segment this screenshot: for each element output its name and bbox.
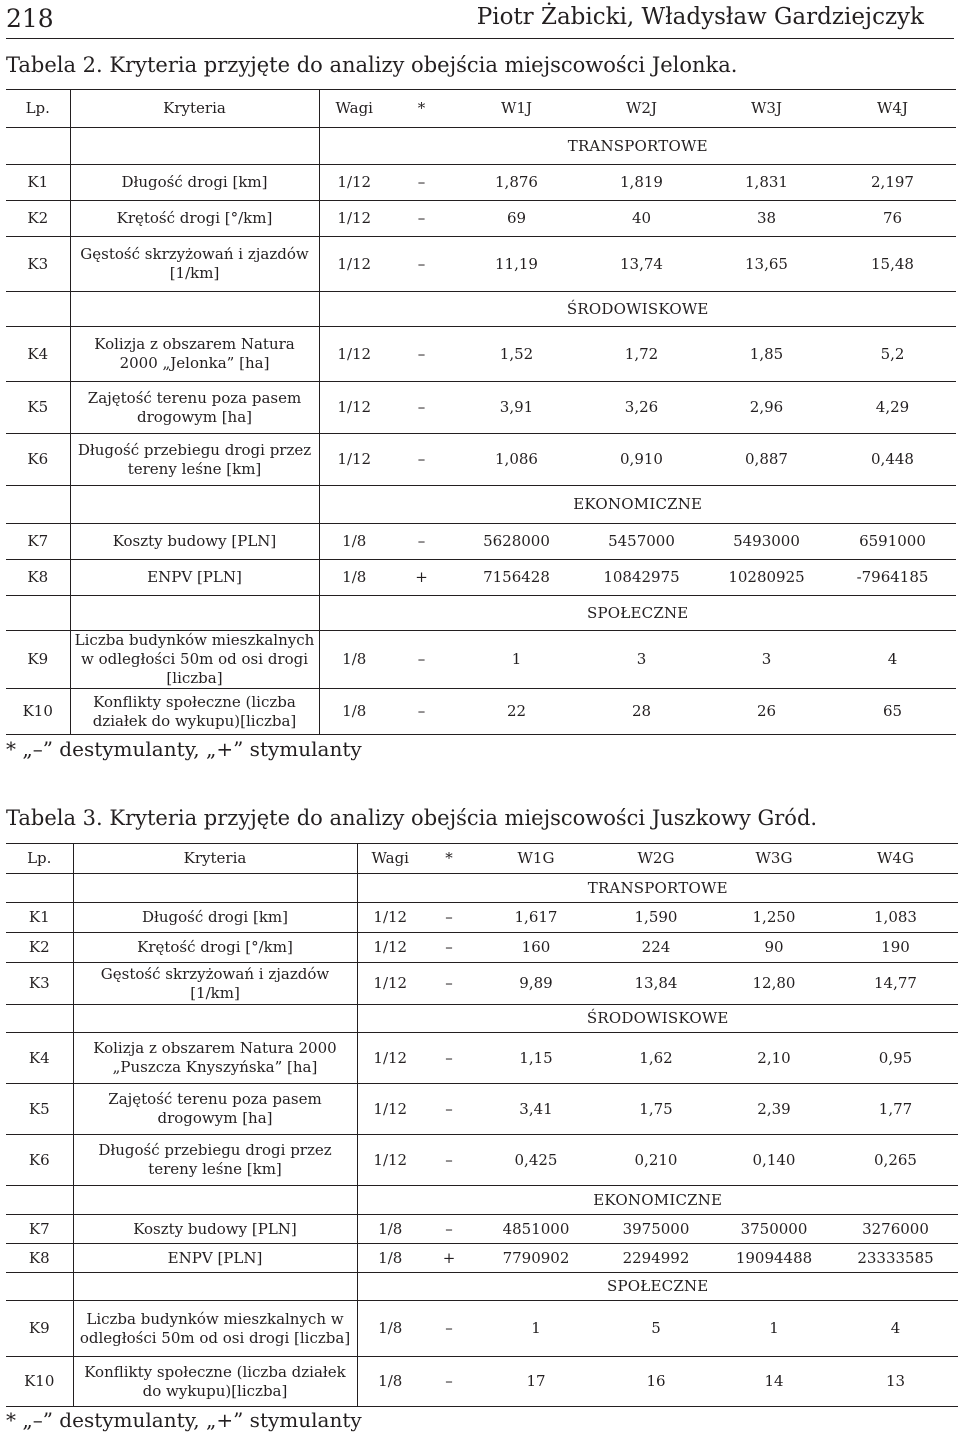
row-value: 1,85 xyxy=(704,327,829,382)
row-value: 1,52 xyxy=(454,327,579,382)
col-header-lp: Lp. xyxy=(6,90,70,128)
row-value: 22 xyxy=(454,689,579,735)
row-type: – xyxy=(423,1135,475,1186)
row-id: K4 xyxy=(6,327,70,382)
category-row xyxy=(6,128,956,165)
category-environment: ŚRODOWISKOWE xyxy=(357,1005,958,1033)
row-value: 1,77 xyxy=(833,1084,958,1135)
row-id: K10 xyxy=(6,1357,73,1407)
row-value: 90 xyxy=(715,933,833,963)
row-weight: 1/8 xyxy=(357,1244,423,1273)
table-row xyxy=(6,1033,958,1084)
row-id: K5 xyxy=(6,382,70,434)
row-value: 2,10 xyxy=(715,1033,833,1084)
row-id: K1 xyxy=(6,903,73,933)
row-weight: 1/12 xyxy=(357,1084,423,1135)
row-value: 1 xyxy=(715,1301,833,1357)
row-value: 0,910 xyxy=(579,434,704,486)
row-criterion: ENPV [PLN] xyxy=(70,560,319,596)
col-header-w3j: W3J xyxy=(704,90,829,128)
row-value: 40 xyxy=(579,201,704,237)
table-row xyxy=(6,237,956,292)
row-id: K2 xyxy=(6,933,73,963)
category-row xyxy=(6,486,956,524)
row-id: K2 xyxy=(6,201,70,237)
col-header-type: * xyxy=(389,90,454,128)
table-row xyxy=(6,903,958,933)
row-id: K10 xyxy=(6,689,70,735)
row-value: 10280925 xyxy=(704,560,829,596)
row-value: -7964185 xyxy=(829,560,956,596)
col-header-w2j: W2J xyxy=(579,90,704,128)
running-head-authors: Piotr Żabicki, Władysław Gardziejczyk xyxy=(476,4,924,30)
row-value: 5628000 xyxy=(454,524,579,560)
row-value: 4,29 xyxy=(829,382,956,434)
row-value: 15,48 xyxy=(829,237,956,292)
row-value: 28 xyxy=(579,689,704,735)
row-criterion: Długość przebiegu drogi przez tereny leśne [km] xyxy=(70,434,319,486)
row-value: 190 xyxy=(833,933,958,963)
category-row xyxy=(6,1005,958,1033)
table-row xyxy=(6,1215,958,1244)
row-value: 3975000 xyxy=(597,1215,715,1244)
col-header-wagi: Wagi xyxy=(357,844,423,874)
row-value: 23333585 xyxy=(833,1244,958,1273)
table3-footnote: * „–” destymulanty, „+” stymulanty xyxy=(6,1408,362,1432)
row-type: – xyxy=(423,1301,475,1357)
row-id: K7 xyxy=(6,1215,73,1244)
row-id: K8 xyxy=(6,1244,73,1273)
table3 xyxy=(6,843,958,1407)
row-value: 2,39 xyxy=(715,1084,833,1135)
table3-caption: Tabela 3. Kryteria przyjęte do analizy obejścia miejscowości Juszkowy Gród. xyxy=(6,806,818,830)
row-weight: 1/8 xyxy=(319,560,389,596)
row-value: 0,448 xyxy=(829,434,956,486)
row-type: – xyxy=(389,689,454,735)
col-header-w3g: W3G xyxy=(715,844,833,874)
row-value: 7156428 xyxy=(454,560,579,596)
row-weight: 1/8 xyxy=(319,524,389,560)
row-weight: 1/12 xyxy=(319,165,389,201)
row-value: 2294992 xyxy=(597,1244,715,1273)
row-value: 13,65 xyxy=(704,237,829,292)
row-criterion: Krętość drogi [°/km] xyxy=(70,201,319,237)
row-value: 12,80 xyxy=(715,963,833,1005)
col-header-w2g: W2G xyxy=(597,844,715,874)
category-row xyxy=(6,874,958,903)
row-value: 3,41 xyxy=(475,1084,597,1135)
table-row xyxy=(6,963,958,1005)
col-header-w4g: W4G xyxy=(833,844,958,874)
table-row xyxy=(6,1244,958,1273)
row-weight: 1/12 xyxy=(357,1135,423,1186)
row-type: + xyxy=(389,560,454,596)
row-value: 17 xyxy=(475,1357,597,1407)
row-criterion: Długość przebiegu drogi przez tereny leśne [km] xyxy=(73,1135,357,1186)
row-value: 19094488 xyxy=(715,1244,833,1273)
row-weight: 1/8 xyxy=(319,689,389,735)
col-header-type: * xyxy=(423,844,475,874)
row-weight: 1/12 xyxy=(357,963,423,1005)
row-value: 10842975 xyxy=(579,560,704,596)
row-criterion: Kolizja z obszarem Natura 2000 „Jelonka” [ha] xyxy=(70,327,319,382)
row-weight: 1/8 xyxy=(357,1301,423,1357)
row-value: 1,819 xyxy=(579,165,704,201)
row-id: K8 xyxy=(6,560,70,596)
row-value: 9,89 xyxy=(475,963,597,1005)
row-criterion: Zajętość terenu poza pasem drogowym [ha] xyxy=(70,382,319,434)
page-number: 218 xyxy=(6,4,54,33)
row-criterion: Zajętość terenu poza pasem drogowym [ha] xyxy=(73,1084,357,1135)
row-weight: 1/12 xyxy=(357,903,423,933)
row-id: K4 xyxy=(6,1033,73,1084)
row-id: K6 xyxy=(6,1135,73,1186)
row-value: 1,590 xyxy=(597,903,715,933)
row-criterion: Koszty budowy [PLN] xyxy=(73,1215,357,1244)
row-value: 3276000 xyxy=(833,1215,958,1244)
row-value: 1,083 xyxy=(833,903,958,933)
row-type: – xyxy=(423,963,475,1005)
table-row xyxy=(6,689,956,735)
row-value: 1,831 xyxy=(704,165,829,201)
row-criterion: Konflikty społeczne (liczba działek do wykupu)[liczba] xyxy=(70,689,319,735)
row-criterion: Liczba budynków mieszkalnych w odległości 50m od osi drogi [liczba] xyxy=(73,1301,357,1357)
table2 xyxy=(6,89,956,735)
row-type: – xyxy=(423,1215,475,1244)
row-type: + xyxy=(423,1244,475,1273)
row-criterion: Kolizja z obszarem Natura 2000 „Puszcza Knyszyńska” [ha] xyxy=(73,1033,357,1084)
table-row xyxy=(6,434,956,486)
row-value: 16 xyxy=(597,1357,715,1407)
table-row xyxy=(6,933,958,963)
row-weight: 1/12 xyxy=(357,933,423,963)
table-row xyxy=(6,327,956,382)
row-value: 3,26 xyxy=(579,382,704,434)
row-id: K7 xyxy=(6,524,70,560)
row-value: 1,62 xyxy=(597,1033,715,1084)
category-row xyxy=(6,1186,958,1215)
row-type: – xyxy=(423,1084,475,1135)
header-rule xyxy=(6,38,954,39)
row-value: 5,2 xyxy=(829,327,956,382)
row-value: 6591000 xyxy=(829,524,956,560)
table-row xyxy=(6,631,956,689)
category-transport: TRANSPORTOWE xyxy=(587,878,728,897)
row-value: 76 xyxy=(829,201,956,237)
row-value: 1,876 xyxy=(454,165,579,201)
row-type: – xyxy=(389,165,454,201)
table-row xyxy=(6,201,956,237)
row-value: 1,72 xyxy=(579,327,704,382)
row-value: 13,84 xyxy=(597,963,715,1005)
row-id: K5 xyxy=(6,1084,73,1135)
row-value: 14,77 xyxy=(833,963,958,1005)
table-row xyxy=(6,524,956,560)
row-value: 3 xyxy=(579,631,704,689)
row-value: 0,95 xyxy=(833,1033,958,1084)
row-value: 26 xyxy=(704,689,829,735)
row-type: – xyxy=(423,1033,475,1084)
row-value: 5457000 xyxy=(579,524,704,560)
row-value: 4851000 xyxy=(475,1215,597,1244)
row-type: – xyxy=(389,327,454,382)
row-value: 0,210 xyxy=(597,1135,715,1186)
table2-caption: Tabela 2. Kryteria przyjęte do analizy obejścia miejscowości Jelonka. xyxy=(6,53,738,77)
row-value: 1,086 xyxy=(454,434,579,486)
row-id: K9 xyxy=(6,631,70,689)
row-type: – xyxy=(423,1357,475,1407)
table2-header-row xyxy=(6,90,956,128)
row-value: 0,425 xyxy=(475,1135,597,1186)
row-type: – xyxy=(389,201,454,237)
row-value: 0,265 xyxy=(833,1135,958,1186)
row-criterion: Gęstość skrzyżowań i zjazdów [1/km] xyxy=(73,963,357,1005)
row-id: K3 xyxy=(6,963,73,1005)
col-header-w4j: W4J xyxy=(829,90,956,128)
row-value: 11,19 xyxy=(454,237,579,292)
category-economic: EKONOMICZNE xyxy=(357,1186,958,1215)
row-weight: 1/8 xyxy=(357,1215,423,1244)
row-id: K9 xyxy=(6,1301,73,1357)
col-header-kryteria: Kryteria xyxy=(73,844,357,874)
category-economic: EKONOMICZNE xyxy=(319,486,956,524)
row-value: 1,250 xyxy=(715,903,833,933)
table-row xyxy=(6,1301,958,1357)
row-value: 224 xyxy=(597,933,715,963)
col-header-w1j: W1J xyxy=(454,90,579,128)
row-type: – xyxy=(389,631,454,689)
row-criterion: Długość drogi [km] xyxy=(73,903,357,933)
row-criterion: Krętość drogi [°/km] xyxy=(73,933,357,963)
col-header-w1g: W1G xyxy=(475,844,597,874)
row-weight: 1/8 xyxy=(357,1357,423,1407)
row-type: – xyxy=(423,933,475,963)
category-row xyxy=(6,292,956,327)
table-row xyxy=(6,382,956,434)
category-transport: TRANSPORTOWE xyxy=(567,136,708,155)
row-value: 160 xyxy=(475,933,597,963)
table3-header-row xyxy=(6,844,958,874)
row-value: 1,617 xyxy=(475,903,597,933)
col-header-lp: Lp. xyxy=(6,844,73,874)
row-value: 1 xyxy=(475,1301,597,1357)
row-criterion: ENPV [PLN] xyxy=(73,1244,357,1273)
row-id: K1 xyxy=(6,165,70,201)
row-value: 3 xyxy=(704,631,829,689)
category-row xyxy=(6,1273,958,1301)
row-type: – xyxy=(389,382,454,434)
category-row xyxy=(6,596,956,631)
row-criterion: Długość drogi [km] xyxy=(70,165,319,201)
row-weight: 1/12 xyxy=(357,1033,423,1084)
row-criterion: Konflikty społeczne (liczba działek do wykupu)[liczba] xyxy=(73,1357,357,1407)
table-row xyxy=(6,1357,958,1407)
row-value: 14 xyxy=(715,1357,833,1407)
row-id: K6 xyxy=(6,434,70,486)
row-value: 38 xyxy=(704,201,829,237)
row-value: 7790902 xyxy=(475,1244,597,1273)
row-type: – xyxy=(389,237,454,292)
row-value: 65 xyxy=(829,689,956,735)
row-weight: 1/12 xyxy=(319,434,389,486)
row-value: 0,140 xyxy=(715,1135,833,1186)
row-value: 3750000 xyxy=(715,1215,833,1244)
row-value: 13,74 xyxy=(579,237,704,292)
row-value: 5493000 xyxy=(704,524,829,560)
row-value: 5 xyxy=(597,1301,715,1357)
row-value: 0,887 xyxy=(704,434,829,486)
row-value: 2,96 xyxy=(704,382,829,434)
row-value: 69 xyxy=(454,201,579,237)
row-weight: 1/12 xyxy=(319,201,389,237)
row-id: K3 xyxy=(6,237,70,292)
row-weight: 1/12 xyxy=(319,327,389,382)
row-value: 2,197 xyxy=(829,165,956,201)
row-criterion: Liczba budynków mieszkalnych w odległości 50m od osi drogi [liczba] xyxy=(70,631,319,689)
row-criterion: Koszty budowy [PLN] xyxy=(70,524,319,560)
col-header-wagi: Wagi xyxy=(319,90,389,128)
row-value: 4 xyxy=(829,631,956,689)
row-criterion: Gęstość skrzyżowań i zjazdów [1/km] xyxy=(70,237,319,292)
category-social: SPOŁECZNE xyxy=(319,596,956,631)
col-header-kryteria: Kryteria xyxy=(70,90,319,128)
table-row xyxy=(6,165,956,201)
row-type: – xyxy=(423,903,475,933)
row-value: 1 xyxy=(454,631,579,689)
row-type: – xyxy=(389,434,454,486)
table-row xyxy=(6,1084,958,1135)
category-social: SPOŁECZNE xyxy=(357,1273,958,1301)
row-weight: 1/12 xyxy=(319,382,389,434)
row-weight: 1/8 xyxy=(319,631,389,689)
row-value: 3,91 xyxy=(454,382,579,434)
row-value: 4 xyxy=(833,1301,958,1357)
row-value: 1,75 xyxy=(597,1084,715,1135)
category-environment: ŚRODOWISKOWE xyxy=(319,292,956,327)
table2-footnote: * „–” destymulanty, „+” stymulanty xyxy=(6,737,362,761)
row-value: 1,15 xyxy=(475,1033,597,1084)
row-weight: 1/12 xyxy=(319,237,389,292)
table-row xyxy=(6,560,956,596)
row-type: – xyxy=(389,524,454,560)
table-row xyxy=(6,1135,958,1186)
row-value: 13 xyxy=(833,1357,958,1407)
